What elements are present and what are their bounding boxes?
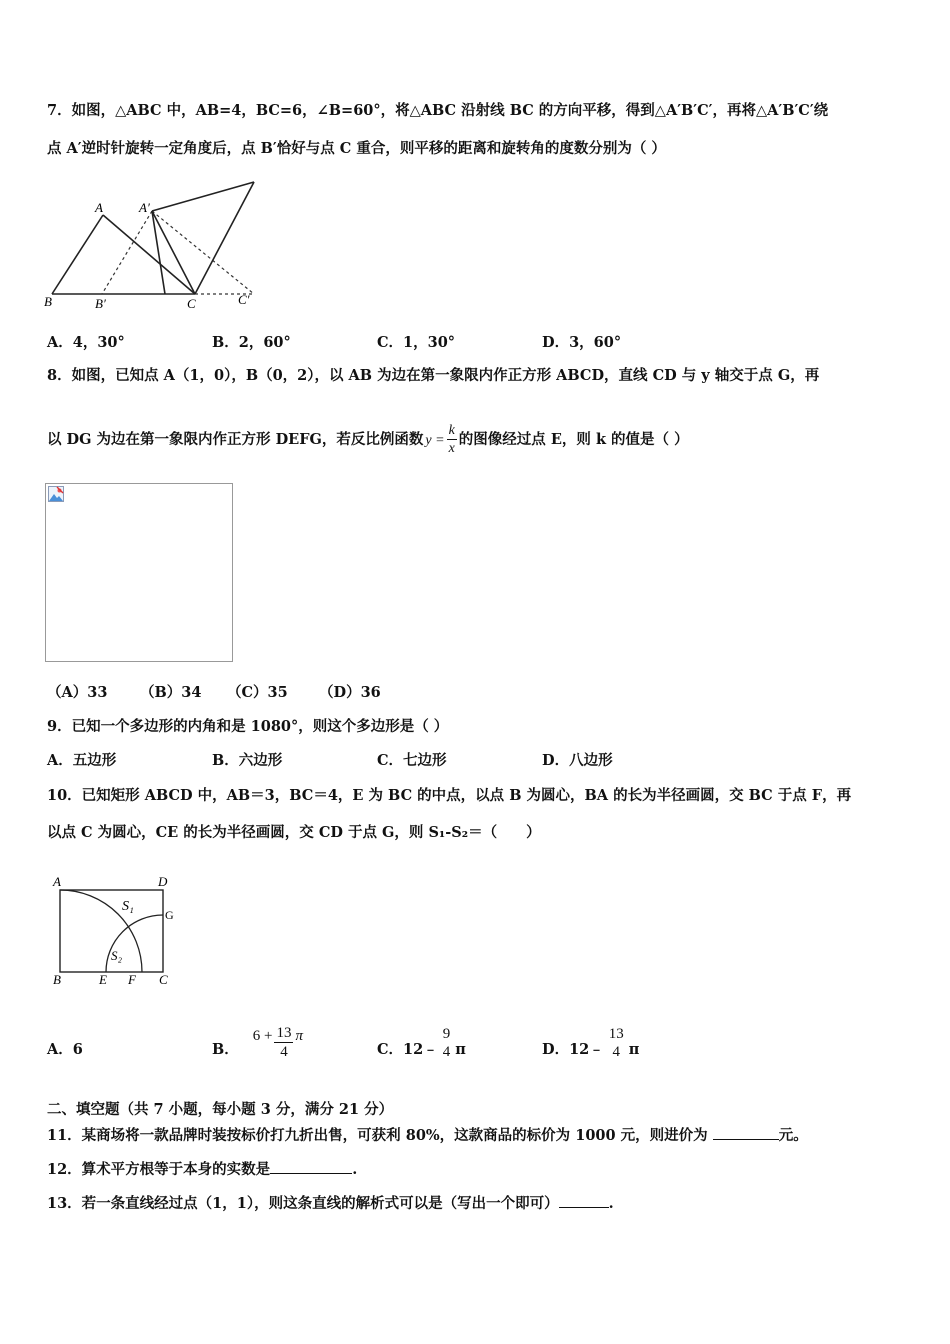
q10-line2: 以点 C 为圆心，CE 的长为半径画圆，交 CD 于点 G，则 S₁-S₂＝（ ） xyxy=(47,824,541,841)
q7-label-A2: A′ xyxy=(139,200,150,215)
q10-option-b-num: 13 xyxy=(276,1025,292,1041)
q8-option-c: （C）35 xyxy=(227,684,288,701)
q10-option-c-num: 9 xyxy=(442,1026,451,1042)
q8-option-b: （B）34 xyxy=(140,684,202,701)
q10-label-A: A xyxy=(53,874,61,889)
q10-label-B: B xyxy=(53,972,61,987)
q7-option-c: C．1，30° xyxy=(377,334,456,351)
q10-option-b-pi: π xyxy=(295,1028,303,1044)
q7-option-d: D．3，60° xyxy=(542,334,622,351)
q10-arc-C xyxy=(106,915,163,972)
section2-title: 二、填空题（共 7 小题，每小题 3 分，满分 21 分） xyxy=(47,1101,394,1118)
q10-option-d-num: 13 xyxy=(608,1026,624,1042)
q7-seg-A2B2 xyxy=(102,211,152,294)
q10-option-b-den: 4 xyxy=(280,1044,288,1060)
q7-seg-A2-top xyxy=(152,182,254,211)
q10-option-c xyxy=(377,1016,466,1060)
q11-line xyxy=(47,1125,808,1146)
q10-option-d-prefix: D．12﹣ xyxy=(542,1041,604,1058)
q9-option-b: B．六边形 xyxy=(212,752,283,769)
q13-text-post: . xyxy=(608,1195,614,1212)
q11-text-pre: 11．某商场将一款品牌时装按标价打九折出售，可获利 80%，这款商品的标价为 1000 元，则进价为 xyxy=(47,1127,708,1144)
q8-line2-post: 的图像经过点 E，则 k 的值是（ ） xyxy=(458,431,689,448)
q10-label-D: D xyxy=(158,874,168,889)
q10-label-F: F xyxy=(128,972,136,987)
q9-option-c: C．七边形 xyxy=(377,752,447,769)
q10-option-c-prefix: C．12﹣ xyxy=(377,1041,438,1058)
q7-figure xyxy=(40,175,270,315)
q8-missing-image xyxy=(45,483,233,662)
q10-line1: 10．已知矩形 ABCD 中，AB＝3，BC＝4，E 为 BC 的中点，以点 B 为圆心，BA 的长为半径画圆，交 BC 于点 F，再 xyxy=(47,787,852,804)
q13-text-pre: 13．若一条直线经过点（1，1），则这条直线的解析式可以是（写出一个即可） xyxy=(47,1195,559,1212)
q7-seg-top-C xyxy=(195,182,254,294)
q9-line1: 9．已知一个多边形的内角和是 1080°，则这个多边形是（ ） xyxy=(47,718,449,735)
q8-option-a: （A）33 xyxy=(47,684,108,701)
q10-option-a: A．6 xyxy=(47,1041,83,1058)
q10-label-G: G xyxy=(165,908,174,922)
q10-option-d-den: 4 xyxy=(612,1044,621,1060)
q10-figure xyxy=(45,872,190,992)
q8-line2 xyxy=(47,424,689,456)
q12-answer-blank xyxy=(270,1159,352,1174)
q7-label-A: A xyxy=(95,200,103,215)
q7-option-b: B．2，60° xyxy=(212,334,291,351)
q8-option-d: （D）36 xyxy=(319,684,381,701)
q10-option-d-pi: π xyxy=(628,1041,640,1058)
q10-option-d-fraction xyxy=(607,1027,626,1060)
q10-option-c-pi: π xyxy=(455,1041,466,1058)
q8-line2-pre: 以 DG 为边在第一象限内作正方形 DEFG，若反比例函数 xyxy=(47,431,424,448)
q8-formula-num: k xyxy=(448,423,455,438)
q9-option-d: D．八边形 xyxy=(542,752,613,769)
q9-option-a: A．五边形 xyxy=(47,752,117,769)
q7-seg-AB xyxy=(52,215,103,294)
q12-text-pre: 12．算术平方根等于本身的实数是 xyxy=(47,1161,271,1178)
q7-line2: 点 A′逆时针旋转一定角度后，点 B′恰好与点 C 重合，则平移的距离和旋转角的度数分别为（ ） xyxy=(47,140,666,157)
q10-label-C: C xyxy=(159,972,168,987)
q10-option-d xyxy=(542,1016,639,1060)
q10-label-S2: S₂ xyxy=(111,948,123,963)
q10-option-c-den: 4 xyxy=(442,1044,451,1060)
q7-line1: 7．如图，△ABC 中，AB=4，BC=6，∠B=60°，将△ABC 沿射线 BC 的方向平移，得到△A′B′C′，再将△A′B′C′绕 xyxy=(47,102,829,119)
q8-formula-den: x xyxy=(448,441,455,456)
broken-image-icon xyxy=(48,486,64,502)
q8-line1: 8．如图，已知点 A（1，0），B（0，2），以 AB 为边在第一象限内作正方形 ABCD，直线 CD 与 y 轴交于点 G，再 xyxy=(47,367,820,384)
q13-line xyxy=(47,1193,614,1214)
q10-option-b xyxy=(212,1016,303,1060)
q7-label-B: B xyxy=(44,294,52,309)
q8-formula-y: y = xyxy=(425,433,445,448)
q10-option-b-fraction xyxy=(274,1026,293,1060)
q11-answer-blank xyxy=(713,1125,779,1140)
q7-label-C2: C′ xyxy=(238,292,250,307)
q7-seg-AC xyxy=(103,215,195,294)
q11-text-post: 元。 xyxy=(778,1127,808,1144)
q10-label-E: E xyxy=(99,972,107,987)
q8-formula-fraction xyxy=(447,424,457,456)
q12-line xyxy=(47,1159,357,1180)
q7-label-B2: B′ xyxy=(95,296,106,311)
q7-option-a: A．4，30° xyxy=(47,334,125,351)
q10-label-S1: S₁ xyxy=(122,899,134,914)
q7-seg-A2C2 xyxy=(152,211,254,294)
q12-text-post: . xyxy=(352,1161,358,1178)
q7-label-C: C xyxy=(187,296,196,311)
q10-option-b-lead: 6 + xyxy=(252,1028,273,1044)
q10-option-c-fraction xyxy=(441,1027,453,1060)
q10-option-b-prefix: B． xyxy=(212,1041,239,1058)
q13-answer-blank xyxy=(559,1193,609,1208)
